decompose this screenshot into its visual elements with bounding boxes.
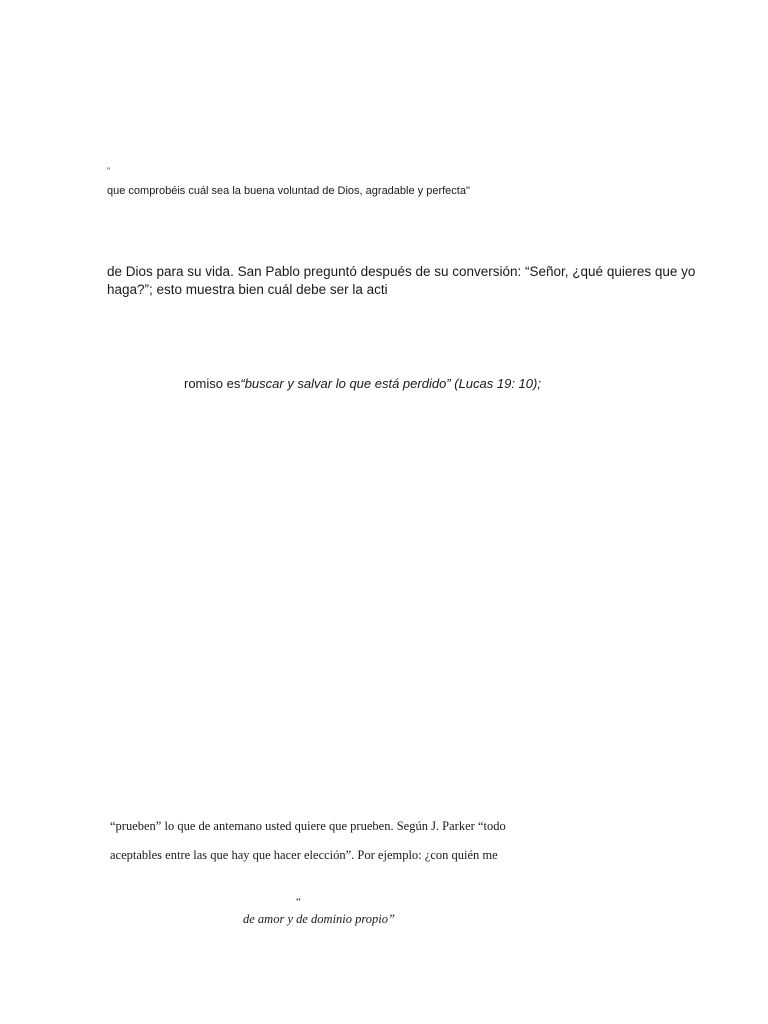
text-line-haga: haga?”; esto muestra bien cuál debe ser la acti [107, 282, 388, 297]
text-line-san-pablo: de Dios para su vida. San Pablo preguntó después de su conversión: “Señor, ¿qué quieres que yo [107, 264, 696, 279]
text-line-aceptables: aceptables entre las que hay que hacer elección”. Por ejemplo: ¿con quién me [110, 848, 498, 862]
text-line-romiso [184, 376, 541, 391]
text-line-comprobeis: que comprobéis cuál sea la buena voluntad de Dios, agradable y perfecta" [107, 185, 470, 197]
serif-quote-mark: “ [296, 896, 301, 908]
romiso-prefix: romiso es [184, 376, 241, 391]
small-quote-mark: " [107, 166, 111, 176]
lucas-citation: “buscar y salvar lo que está perdido” (Lucas 19: 10); [240, 376, 541, 391]
text-line-prueben: “prueben” lo que de antemano usted quiere que prueben. Según J. Parker “todo [110, 819, 506, 833]
text-line-amor: de amor y de dominio propio” [243, 912, 395, 926]
